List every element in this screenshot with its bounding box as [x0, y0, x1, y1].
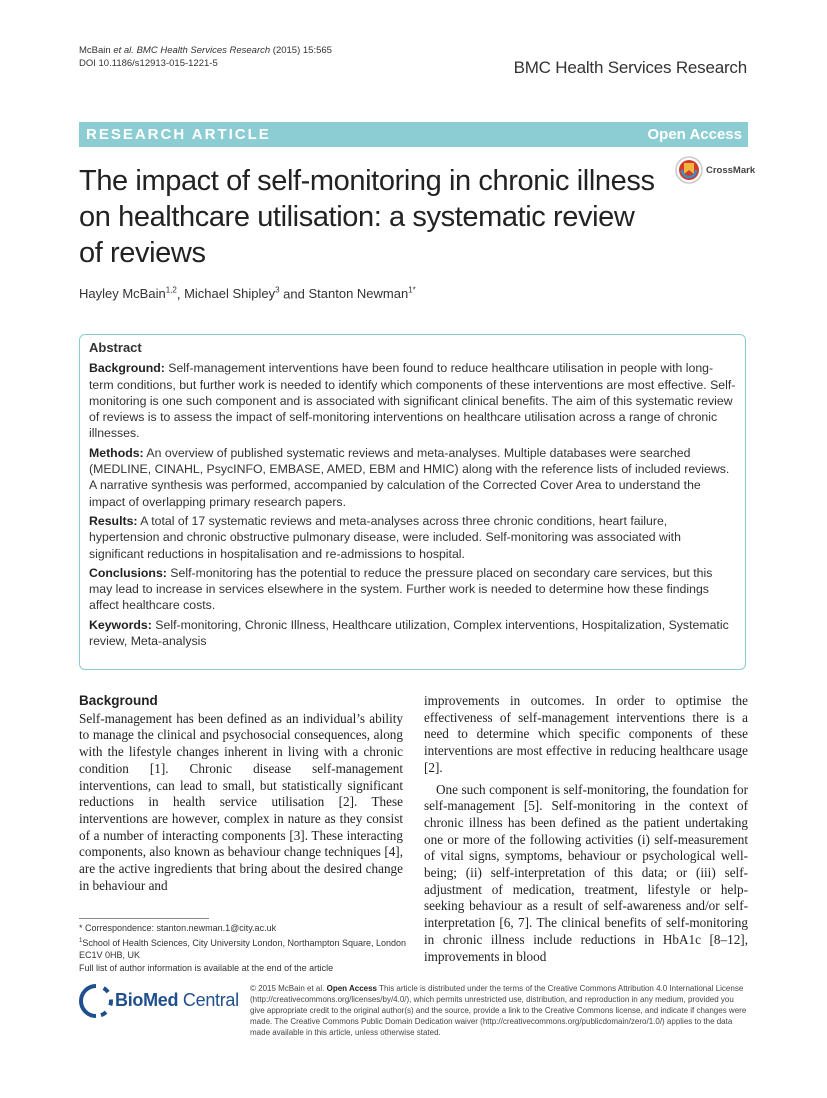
- biomed-central-wordmark: BioMed Central: [115, 990, 239, 1010]
- abstract-background: Background: Self-management interventions have been found to reduce healthcare utilisation in people with long-term conditions, but further work is needed to identify which components of these interventions are most effective. Self-monitoring is one such component and is associated with significant clinical benefits. The aim of this systematic review of reviews is to assess the impact of self-monitoring interventions on healthcare utilisation across a range of chronic illnesses.: [89, 361, 736, 441]
- journal-name: BMC Health Services Research: [513, 58, 747, 77]
- citation-authors: McBain: [79, 45, 111, 56]
- citation-line: [79, 44, 332, 57]
- background-paragraph-1: Self-management has been defined as an individual’s ability to manage the clinical and psychosocial consequences, along with the lifestyle changes inherent in living with a chronic condition [1]. Chronic disease self-management interventions, can lead to small, but statistically significant reductions in health service utilisation [2]. These interventions are however, complex in nature as they consist of a number of interacting components [3]. These interacting components, also known as behaviour change techniques [4], are the active ingredients that bring about the desired change in behaviour and: [79, 710, 403, 893]
- biomed-central-logo: [79, 982, 249, 1020]
- body-column-right: [424, 693, 748, 965]
- abstract-heading: Abstract: [89, 340, 142, 355]
- author-2[interactable]: Michael Shipley$^3$: [184, 286, 280, 302]
- background-heading: Background: [79, 693, 158, 708]
- abstract-results: Results: A total of 17 systematic reviews and meta-analyses across three chronic conditions, heart failure, hypertension and chronic obstructive pulmonary disease, were included. Self-monitoring was associated with significant reductions in hospitalisation and re-admissions to hospital.: [89, 513, 681, 561]
- abstract-box: [79, 334, 746, 670]
- article-type-label: RESEARCH ARTICLE: [86, 126, 271, 143]
- correspondence-email[interactable]: * Correspondence: stanton.newman.1@city.ac.uk: [79, 923, 277, 933]
- article-type-banner: [79, 122, 748, 147]
- doi[interactable]: DOI 10.1186/s12913-015-1221-5: [79, 58, 218, 69]
- background-paragraph-2: One such component is self-monitoring, the foundation for self-management [5]. Self-monitoring in the context of chronic illness has been defined as the patient undertaking one or more of the following activities (i) self-measurement of vital signs, symptoms, behaviour or psychological well-being; (ii) self-interpretation of this data; or (iii) self-adjustment of medication, treatment, lifestyle or help-seeking behaviour as a result of self-awareness and/or self-interpretation [6, 7]. The clinical benefits of self-monitoring in chronic illness include reductions in HbA1c [8–12], improvements in blood: [424, 781, 748, 964]
- article-title: The impact of self-monitoring in chronic illness on healthcare utilisation: a systematic review of reviews: [79, 165, 655, 269]
- abstract-methods: Methods: An overview of published systematic reviews and meta-analyses. Multiple databases were searched (MEDLINE, CINAHL, PsycINFO, EMBASE, AMED, EBM and HMIC) along with the reference lists of included reviews. A narrative synthesis was performed, accompanied by calculation of the Corrected Cover Area to understand the impact of overlapping primary research papers.: [89, 445, 730, 509]
- author-1[interactable]: Hayley McBain$^{1,2}$: [79, 286, 177, 302]
- author-list: Hayley McBain$^{1,2}$, Michael Shipley$^3$ and Stanton Newman$^{1*}$: [79, 286, 416, 302]
- abstract-keywords: Keywords: Self-monitoring, Chronic Illness, Healthcare utilization, Complex interventions, Hospitalization, Systematic review, Meta-analysis: [89, 617, 729, 649]
- author-info-note: Full list of author information is available at the end of the article: [79, 962, 334, 973]
- citation-etal: et al.: [113, 45, 134, 56]
- license-text: © 2015 McBain et al. Open Access This article is distributed under the terms of the Creative Commons Attribution 4.0 International License (http://creativecommons.org/licenses/by/4.0/), which permits unrestricted use, distribution, and reproduction in any medium, provided you give appropriate credit to the original author(s) and the source, provide a link to the Creative Commons license, and indicate if changes were made. The Creative Commons Public Domain Dedication waiver (http://creativecommons.org/publicdomain/zero/1.0/) applies to the data made available in this article, unless otherwise stated.: [250, 984, 747, 1037]
- open-access-label: Open Access: [647, 126, 742, 143]
- footnotes: [79, 922, 409, 974]
- crossmark-label: CrossMark: [706, 165, 756, 176]
- body-column-left: [79, 693, 403, 894]
- crossmark-icon: [675, 156, 703, 184]
- citation-journal: BMC Health Services Research: [136, 45, 271, 56]
- abstract-conclusions: Conclusions: Self-monitoring has the potential to reduce the pressure placed on secondary care services, but this may lead to increase in services elsewhere in the system. Further work is needed to determine how these findings affect healthcare costs.: [89, 565, 713, 613]
- crossmark-badge[interactable]: [673, 156, 756, 186]
- biomed-central-icon: [79, 984, 113, 1018]
- footnote-divider: [79, 918, 209, 919]
- background-paragraph-1-continued: improvements in outcomes. In order to optimise the effectiveness of self-management interventions there is a need to determine which specific components of these interventions are most effective in reducing healthcare usage [2].: [424, 693, 748, 775]
- citation-year-volume: (2015) 15:565: [272, 45, 332, 56]
- citation-block: [79, 44, 332, 70]
- affiliation: $^1$School of Health Sciences, City University London, Northampton Square, London EC1V 0HB, UK: [79, 937, 407, 960]
- author-3[interactable]: Stanton Newman$^{1*}$: [308, 286, 416, 302]
